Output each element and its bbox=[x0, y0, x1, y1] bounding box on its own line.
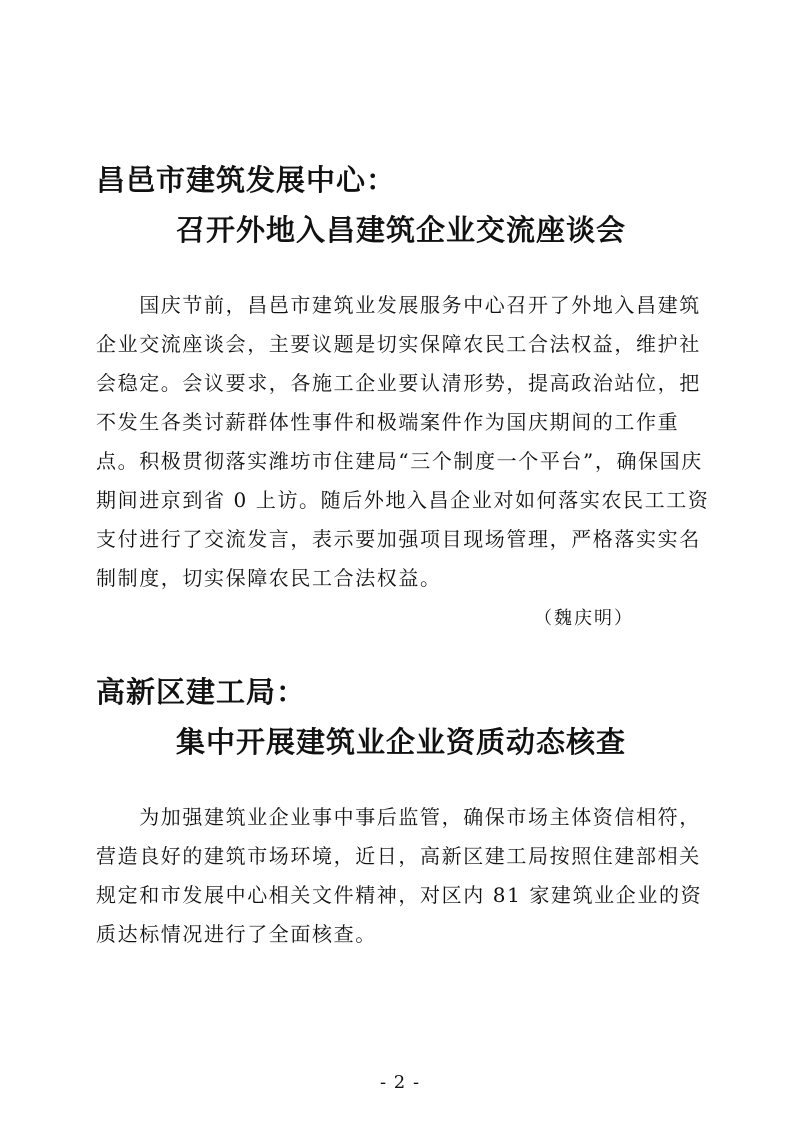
body-line: 会稳定。会议要求，各施工企业要认清形势，提高政治站位，把 bbox=[96, 371, 701, 395]
article-body bbox=[96, 286, 708, 598]
article-title: 高新区建工局： bbox=[96, 675, 307, 709]
body-line: 营造良好的建筑市场环境，近日，高新区建工局按照住建部相关 bbox=[96, 844, 701, 868]
body-line: 规定和市发展中心相关文件精神，对区内 81 家建筑业企业的资 bbox=[96, 883, 703, 907]
article-subtitle: 集中开展建筑业企业资质动态核查 bbox=[176, 725, 627, 759]
body-line: 质达标情况进行了全面核查。 bbox=[96, 922, 377, 946]
body-line: 点。积极贯彻落实潍坊市住建局“三个制度一个平台”，确保国庆 bbox=[96, 449, 703, 473]
article-author: （魏庆明） bbox=[534, 608, 634, 629]
body-line: 为加强建筑业企业事中事后监管，确保市场主体资信相符， bbox=[96, 805, 701, 829]
article-title: 昌邑市建筑发展中心： bbox=[96, 163, 397, 197]
article-body bbox=[96, 798, 708, 954]
body-line: 期间进京到省 0 上访。随后外地入昌企业对如何落实农民工工资 bbox=[96, 488, 710, 512]
body-line: 国庆节前，昌邑市建筑业发展服务中心召开了外地入昌建筑 bbox=[96, 293, 701, 317]
body-line: 支付进行了交流发言，表示要加强项目现场管理，严格落实实名 bbox=[96, 527, 701, 551]
article-subtitle: 召开外地入昌建筑企业交流座谈会 bbox=[176, 213, 627, 247]
body-line: 企业交流座谈会，主要议题是切实保障农民工合法权益，维护社 bbox=[96, 332, 701, 356]
body-line: 制制度，切实保障农民工合法权益。 bbox=[96, 566, 442, 590]
body-line: 不发生各类讨薪群体性事件和极端案件作为国庆期间的工作重 bbox=[96, 410, 680, 434]
page-number: - 2 - bbox=[379, 1072, 421, 1093]
